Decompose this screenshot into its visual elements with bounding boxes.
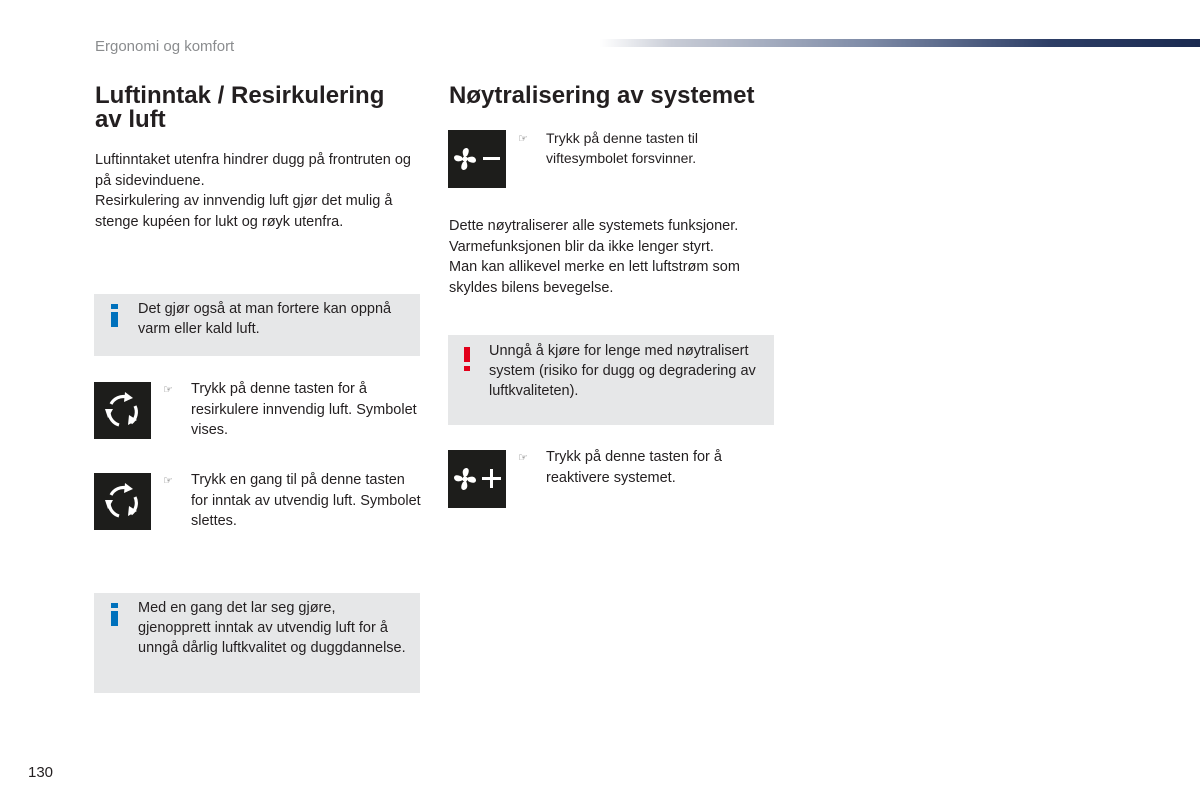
intake-step-text: Trykk en gang til på denne tasten for inntak av utvendig luft. Symbolet slettes. — [191, 472, 421, 529]
neutralise-body-line-2: Varmefunksjonen blir da ikke lenger styrt. — [449, 238, 714, 255]
right-heading: Nøytralisering av systemet — [449, 82, 755, 109]
neutralise-body-line-3: Man kan allikevel merke en lett luftstrøm som skyldes bilens bevegelse. — [449, 259, 740, 296]
air-recirculation-icon — [94, 382, 151, 439]
neutralise-step-text: Trykk på denne tasten til viftesymbolet forsvinner. — [546, 130, 699, 166]
info-box-restore-intake — [94, 593, 420, 693]
pointer-bullet-icon: ☞ — [163, 475, 173, 487]
page-number: 130 — [28, 764, 54, 781]
fan-plus-icon — [448, 450, 506, 508]
header-bar — [600, 39, 1200, 47]
pointer-bullet-icon: ☞ — [163, 384, 173, 396]
info-icon — [111, 603, 119, 626]
neutralise-body-line-1: Dette nøytraliserer alle systemets funksjoner. — [449, 218, 739, 234]
info-icon — [111, 304, 119, 327]
recirculate-step-text: Trykk på denne tasten for å resirkulere innvendig luft. Symbolet vises. — [191, 381, 417, 438]
left-heading: Luftinntak / Resirkulering av luft — [95, 82, 385, 133]
section-title: Ergonomi og komfort — [95, 38, 235, 55]
reactivate-step-text: Trykk på denne tasten for å reaktivere systemet. — [546, 449, 722, 486]
left-intro-paragraph-1: Luftinntaket utenfra hindrer dugg på frontruten og på sidevinduene. — [95, 152, 411, 189]
pointer-bullet-icon: ☞ — [518, 133, 528, 145]
pointer-bullet-icon: ☞ — [518, 452, 528, 464]
left-intro-paragraph-2: Resirkulering av innvendig luft gjør det mulig å stenge kupéen for lukt og røyk utenfra. — [95, 193, 393, 230]
warning-box — [448, 335, 774, 425]
left-intro — [95, 150, 425, 232]
info-text: Det gjør også at man fortere kan oppnå varm eller kald luft. — [138, 301, 392, 337]
fan-minus-icon — [448, 130, 506, 188]
info-text: Med en gang det lar seg gjøre, gjenopprett inntak av utvendig luft for å unngå dårlig luftkvalitet og duggdannelse. — [138, 600, 406, 656]
air-intake-icon — [94, 473, 151, 530]
info-box-faster-temp — [94, 294, 420, 356]
warning-text: Unngå å kjøre for lenge med nøytralisert system (risiko for dugg og degradering av luftkvaliteten). — [489, 343, 756, 399]
neutralise-body — [449, 216, 769, 298]
